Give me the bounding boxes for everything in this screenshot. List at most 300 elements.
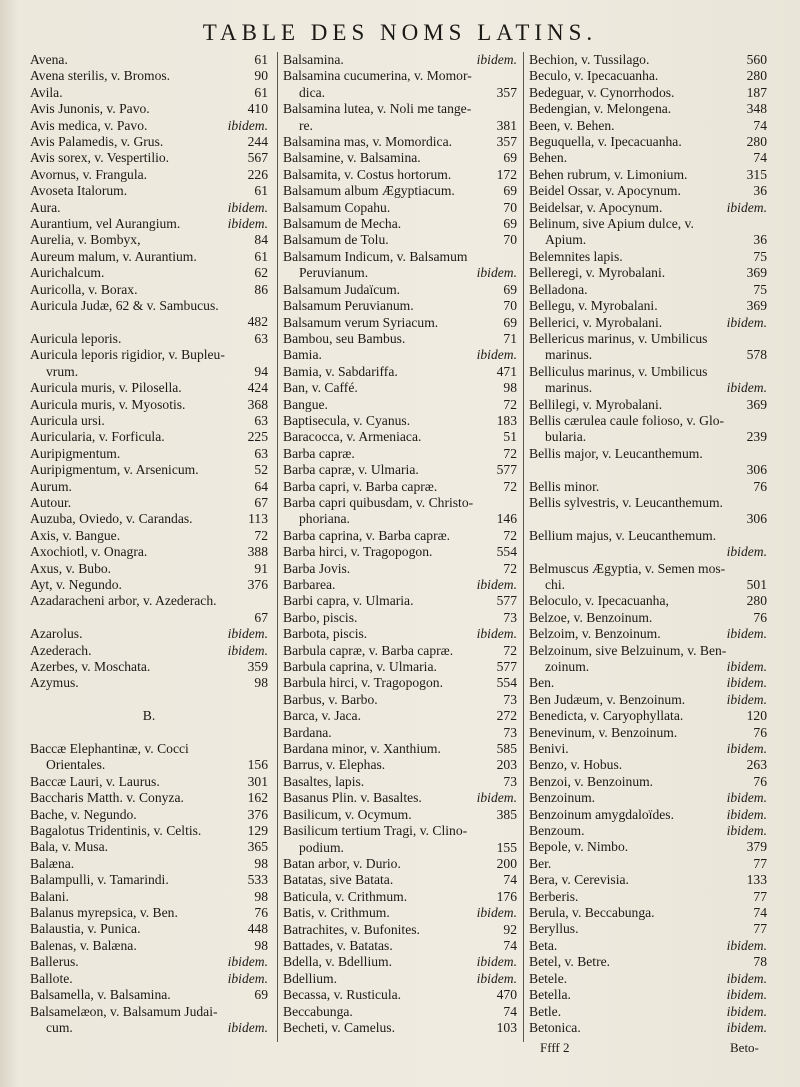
- index-entry: [529, 971, 767, 987]
- entry-name: Ben.: [529, 675, 555, 691]
- entry-name: Bala, v. Musa.: [30, 839, 109, 855]
- entry-name: Bedengian, v. Melongena.: [529, 101, 672, 117]
- index-entry: [30, 971, 268, 987]
- entry-page: 280: [746, 68, 767, 84]
- entry-name: Ballote.: [30, 970, 73, 986]
- entry-name: Bagalotus Tridentinis, v. Celtis.: [30, 823, 202, 839]
- entry-name: Barba capræ, v. Ulmaria.: [283, 462, 419, 478]
- entry-page: 244: [247, 134, 268, 150]
- index-entry: [529, 397, 767, 413]
- entry-page: ibidem.: [726, 823, 767, 839]
- index-entry: [529, 183, 767, 199]
- index-entry: [283, 823, 517, 856]
- entry-name: Auricula Judæ, 62 & v. Sambucus.: [30, 298, 219, 314]
- index-entry: [30, 544, 268, 560]
- entry-page: 482: [247, 314, 268, 330]
- index-entry: [283, 1020, 517, 1036]
- entry-name: Battades, v. Batatas.: [283, 937, 393, 953]
- entry-name: Belzoinum, sive Belzuinum, v. Ben-: [529, 642, 727, 658]
- entry-name: Benivi.: [529, 741, 569, 757]
- entry-page: 162: [247, 790, 268, 806]
- entry-name: Aureum malum, v. Aurantium.: [30, 248, 197, 264]
- entry-name: Auricula muris, v. Pilosella.: [30, 380, 182, 396]
- index-entry: [529, 200, 767, 216]
- entry-page: 69: [503, 183, 517, 199]
- entry-page: 76: [753, 478, 767, 494]
- entry-page: 369: [746, 298, 767, 314]
- index-entry: [529, 134, 767, 150]
- entry-page: 63: [254, 445, 268, 461]
- entry-page: ibidem.: [726, 987, 767, 1003]
- entry-name: Betella.: [529, 987, 571, 1003]
- entry-name: Batrachites, v. Bufonites.: [283, 921, 420, 937]
- index-column-1: [30, 52, 268, 1042]
- index-entry: [283, 954, 517, 970]
- entry-page: 74: [753, 150, 767, 166]
- index-entry: [30, 856, 268, 872]
- index-entry: [283, 413, 517, 429]
- index-entry: [283, 216, 517, 232]
- page-title: TABLE DES NOMS LATINS.: [202, 20, 598, 45]
- index-entry: [30, 150, 268, 166]
- entry-continuation: vrum.: [46, 363, 79, 379]
- entry-name: Barba hirci, v. Tragopogon.: [283, 544, 433, 560]
- entry-name: Azymus.: [30, 675, 79, 691]
- entry-page: 61: [254, 84, 268, 100]
- entry-page: 156: [247, 757, 268, 773]
- entry-name: Autour.: [30, 494, 72, 510]
- entry-page: ibidem.: [726, 937, 767, 953]
- entry-page: ibidem.: [227, 642, 268, 658]
- index-entry: [283, 643, 517, 659]
- entry-name: Batis, v. Crithmum.: [283, 905, 390, 921]
- index-entry: [30, 101, 268, 117]
- entry-page: 74: [503, 872, 517, 888]
- entry-name: Benzoinum.: [529, 790, 596, 806]
- index-entry: [529, 921, 767, 937]
- index-entry: [283, 298, 517, 314]
- index-entry: [529, 774, 767, 790]
- entry-page: ibidem.: [726, 790, 767, 806]
- entry-page: 69: [503, 281, 517, 297]
- entry-name: Behen rubrum, v. Limonium.: [529, 166, 688, 182]
- entry-page: 72: [503, 642, 517, 658]
- index-entry: [283, 561, 517, 577]
- entry-page: ibidem.: [726, 199, 767, 215]
- entry-page: 52: [254, 462, 268, 478]
- entry-page: ibidem.: [726, 970, 767, 986]
- index-entry: [283, 183, 517, 199]
- entry-page: 554: [496, 544, 517, 560]
- entry-name: Beculo, v. Ipecacuanha.: [529, 68, 659, 84]
- entry-name: Belzoim, v. Benzoinum.: [529, 626, 661, 642]
- entry-name: Balsamum Judaïcum.: [283, 281, 401, 297]
- column-rule: [523, 52, 524, 1042]
- index-entry: [529, 364, 767, 397]
- entry-page: 424: [247, 380, 268, 396]
- index-column-3: [529, 52, 767, 1042]
- index-entry: [30, 872, 268, 888]
- index-entry: [30, 134, 268, 150]
- entry-page: 113: [248, 511, 268, 527]
- entry-page: 200: [496, 855, 517, 871]
- entry-name: Beidel Ossar, v. Apocynum.: [529, 183, 681, 199]
- index-entry: [529, 741, 767, 757]
- entry-page: 92: [503, 921, 517, 937]
- index-entry: [529, 954, 767, 970]
- entry-page: 176: [496, 888, 517, 904]
- entry-page: 75: [753, 248, 767, 264]
- entry-name: Bellilegi, v. Myrobalani.: [529, 396, 663, 412]
- entry-name: Auricolla, v. Borax.: [30, 281, 138, 297]
- entry-name: Betonica.: [529, 1019, 581, 1035]
- entry-name: Bera, v. Cerevisia.: [529, 872, 629, 888]
- entry-page: 155: [496, 839, 517, 855]
- index-entry: [30, 479, 268, 495]
- entry-name: Auzuba, Oviedo, v. Carandas.: [30, 511, 193, 527]
- index-entry: [30, 315, 268, 331]
- index-entry: [30, 692, 268, 708]
- entry-page: 76: [753, 773, 767, 789]
- entry-name: Bellerici, v. Myrobalani.: [529, 314, 663, 330]
- entry-page: 368: [247, 396, 268, 412]
- index-entry: [529, 987, 767, 1003]
- entry-name: Barbota, piscis.: [283, 626, 368, 642]
- entry-name: Beloculo, v. Ipecacuanha,: [529, 593, 669, 609]
- index-entry: [30, 790, 268, 806]
- index-entry: [283, 380, 517, 396]
- entry-name: Belemnites lapis.: [529, 248, 623, 264]
- index-entry: [30, 265, 268, 281]
- index-entry: [283, 282, 517, 298]
- entry-name: Balsamum Copahu.: [283, 199, 391, 215]
- entry-page: 36: [753, 232, 767, 248]
- entry-name: Bellis cærulea caule folioso, v. Glo-: [529, 412, 725, 428]
- index-entry: [283, 331, 517, 347]
- entry-name: Betel, v. Betre.: [529, 954, 611, 970]
- entry-name: B.: [142, 708, 156, 724]
- entry-name: Aura.: [30, 199, 61, 215]
- entry-name: Benzoum.: [529, 823, 585, 839]
- index-column-2: [283, 52, 517, 1042]
- entry-page: 61: [254, 52, 268, 67]
- index-entry: [30, 643, 268, 659]
- entry-page: 348: [746, 101, 767, 117]
- entry-name: Balsamita, v. Costus hortorum.: [283, 166, 452, 182]
- entry-name: Barbula caprina, v. Ulmaria.: [283, 659, 437, 675]
- entry-name: Barbula capræ, v. Barba capræ.: [283, 642, 454, 658]
- entry-name: Bangue.: [283, 396, 328, 412]
- index-entry: [529, 331, 767, 364]
- entry-name: Benedicta, v. Caryophyllata.: [529, 708, 684, 724]
- entry-page: 376: [247, 576, 268, 592]
- index-entry: [529, 528, 767, 544]
- entry-page: 70: [503, 199, 517, 215]
- index-entry: [283, 922, 517, 938]
- entry-name: Balsamina mas, v. Momordica.: [283, 134, 453, 150]
- index-entry: [529, 118, 767, 134]
- entry-name: Ban, v. Caffé.: [283, 380, 358, 396]
- entry-page: 369: [746, 265, 767, 281]
- entry-name: Avis medica, v. Pavo.: [30, 117, 148, 133]
- entry-name: Balsamella, v. Balsamina.: [30, 987, 171, 1003]
- entry-page: 306: [746, 462, 767, 478]
- entry-page: 577: [496, 462, 517, 478]
- index-entry: [283, 872, 517, 888]
- entry-name: Baracocca, v. Armeniaca.: [283, 429, 422, 445]
- index-entry: [283, 593, 517, 609]
- entry-name: Betle.: [529, 1003, 562, 1019]
- entry-name: Benzoi, v. Benzoinum.: [529, 773, 654, 789]
- index-entry: [529, 479, 767, 495]
- entry-page: 78: [753, 954, 767, 970]
- index-entry: [529, 807, 767, 823]
- entry-name: Barba capri quibusdam, v. Christo-: [283, 494, 474, 510]
- index-entry: [283, 544, 517, 560]
- entry-name: Auricularia, v. Forficula.: [30, 429, 165, 445]
- entry-page: 75: [753, 281, 767, 297]
- entry-page: 577: [496, 659, 517, 675]
- index-entry: [283, 347, 517, 363]
- entry-page: 98: [254, 675, 268, 691]
- entry-name: Benzo, v. Hobus.: [529, 757, 623, 773]
- entry-name: Bambou, seu Bambus.: [283, 330, 406, 346]
- entry-continuation: bularia.: [545, 429, 587, 445]
- entry-name: Behen.: [529, 150, 568, 166]
- index-entry: [529, 511, 767, 527]
- entry-name: Ber.: [529, 855, 552, 871]
- entry-page: 77: [753, 921, 767, 937]
- index-entry: [529, 216, 767, 249]
- entry-continuation: Orientales.: [46, 757, 106, 773]
- entry-name: Balani.: [30, 888, 69, 904]
- entry-name: Bepole, v. Nimbo.: [529, 839, 629, 855]
- index-entry: [529, 298, 767, 314]
- entry-name: Betele.: [529, 970, 568, 986]
- entry-page: ibidem.: [726, 314, 767, 330]
- entry-page: 63: [254, 412, 268, 428]
- entry-page: 76: [254, 905, 268, 921]
- entry-name: Belinum, sive Apium dulce, v.: [529, 216, 694, 232]
- entry-name: Balsamum de Tolu.: [283, 232, 389, 248]
- entry-name: Belzoe, v. Benzoinum.: [529, 609, 653, 625]
- index-entry: [283, 856, 517, 872]
- index-entry: [283, 610, 517, 626]
- entry-page: 74: [753, 905, 767, 921]
- index-entry: [529, 757, 767, 773]
- entry-page: 357: [496, 134, 517, 150]
- entry-name: Avena sterilis, v. Bromos.: [30, 68, 171, 84]
- index-entry: [529, 167, 767, 183]
- entry-page: 84: [254, 232, 268, 248]
- entry-page: 86: [254, 281, 268, 297]
- entry-page: 301: [247, 773, 268, 789]
- entry-name: Belmuscus Ægyptia, v. Semen mos-: [529, 560, 726, 576]
- entry-page: 146: [496, 511, 517, 527]
- entry-name: Bellium majus, v. Leucanthemum.: [529, 527, 717, 543]
- entry-page: 70: [503, 298, 517, 314]
- entry-name: Bellegu, v. Myrobalani.: [529, 298, 658, 314]
- index-entry: [529, 692, 767, 708]
- entry-name: Baccæ Lauri, v. Laurus.: [30, 773, 160, 789]
- entry-name: Balsamelæon, v. Balsamum Judai-: [30, 1003, 218, 1019]
- entry-page: 70: [503, 232, 517, 248]
- entry-page: 225: [247, 429, 268, 445]
- index-entry: [283, 675, 517, 691]
- entry-page: ibidem.: [227, 199, 268, 215]
- index-entry: [529, 282, 767, 298]
- entry-page: 554: [496, 675, 517, 691]
- index-entry: [529, 823, 767, 839]
- entry-page: 585: [496, 741, 517, 757]
- entry-page: ibidem.: [476, 347, 517, 363]
- entry-page: 359: [247, 659, 268, 674]
- entry-name: Balanus myrepsica, v. Ben.: [30, 905, 178, 921]
- entry-page: 365: [247, 839, 268, 855]
- entry-name: Barca, v. Jaca.: [283, 708, 361, 724]
- index-entry: [283, 429, 517, 445]
- entry-name: Baccæ Elephantinæ, v. Cocci: [30, 741, 189, 756]
- column-rule: [277, 52, 278, 1042]
- entry-name: Bdellium.: [283, 970, 337, 986]
- entry-page: 73: [503, 691, 517, 707]
- entry-name: Basaltes, lapis.: [283, 773, 365, 789]
- entry-name: Barbo, piscis.: [283, 609, 358, 625]
- index-entry: [283, 659, 517, 675]
- index-entry: [30, 200, 268, 216]
- entry-name: Balsamine, v. Balsamina.: [283, 150, 421, 166]
- entry-continuation: cum.: [46, 1019, 73, 1035]
- index-entry: [283, 790, 517, 806]
- entry-page: 90: [254, 68, 268, 84]
- index-entry: [30, 52, 268, 68]
- entry-page: ibidem.: [476, 970, 517, 986]
- index-entry: [30, 954, 268, 970]
- index-entry: [283, 101, 517, 134]
- index-entry: [529, 643, 767, 676]
- entry-name: Balsamina cucumerina, v. Momor-: [283, 68, 472, 84]
- entry-continuation: Apium.: [545, 232, 587, 248]
- index-entry: [283, 364, 517, 380]
- entry-name: Bechion, v. Tussilago.: [529, 52, 650, 67]
- entry-page: 560: [746, 52, 767, 67]
- entry-page: 470: [496, 987, 517, 1003]
- entry-name: Basilicum, v. Ocymum.: [283, 806, 412, 822]
- index-entry: [30, 675, 268, 691]
- entry-name: Bellericus marinus, v. Umbilicus: [529, 330, 708, 346]
- entry-page: 74: [503, 1003, 517, 1019]
- entry-page: ibidem.: [227, 216, 268, 232]
- entry-page: 76: [753, 724, 767, 740]
- entry-name: Barba Jovis.: [283, 560, 351, 576]
- entry-continuation: podium.: [299, 839, 344, 855]
- entry-page: 94: [254, 363, 268, 379]
- index-entry: [283, 577, 517, 593]
- index-entry: [529, 544, 767, 560]
- index-entry: [30, 889, 268, 905]
- entry-page: 357: [496, 84, 517, 100]
- entry-name: Bardana minor, v. Xanthium.: [283, 741, 441, 757]
- entry-name: Barbi capra, v. Ulmaria.: [283, 593, 414, 609]
- entry-page: 69: [503, 150, 517, 166]
- entry-name: Aurum.: [30, 478, 72, 494]
- entry-name: Becassa, v. Rusticula.: [283, 987, 402, 1003]
- index-entry: [30, 708, 268, 724]
- entry-continuation: chi.: [545, 576, 566, 592]
- index-entry: [283, 725, 517, 741]
- index-entry: [30, 282, 268, 298]
- index-entry: [30, 495, 268, 511]
- index-entry: [283, 249, 517, 282]
- entry-page: 369: [746, 396, 767, 412]
- entry-page: 272: [496, 708, 517, 724]
- entry-name: Bellis minor.: [529, 478, 600, 494]
- index-entry: [283, 708, 517, 724]
- index-entry: [30, 807, 268, 823]
- entry-page: 98: [254, 937, 268, 953]
- entry-name: Berberis.: [529, 888, 579, 904]
- entry-name: Batan arbor, v. Durio.: [283, 855, 401, 871]
- index-entry: [30, 167, 268, 183]
- index-entry: [30, 413, 268, 429]
- index-entry: [283, 692, 517, 708]
- entry-name: Barba caprina, v. Barba capræ.: [283, 527, 451, 543]
- index-entry: [283, 167, 517, 183]
- entry-name: Balsamum Peruvianum.: [283, 298, 414, 314]
- entry-name: Balsamum album Ægyptiacum.: [283, 183, 455, 199]
- entry-name: Belliculus marinus, v. Umbilicus: [529, 363, 708, 379]
- entry-page: ibidem.: [227, 1019, 268, 1035]
- entry-page: 71: [503, 330, 517, 346]
- index-entry: [529, 68, 767, 84]
- index-entry: [529, 593, 767, 609]
- entry-name: Bellis major, v. Leucanthemum.: [529, 445, 703, 461]
- entry-page: 61: [254, 248, 268, 264]
- entry-name: Bardana.: [283, 724, 332, 740]
- entry-name: Barba capræ.: [283, 445, 355, 461]
- entry-page: 69: [254, 987, 268, 1003]
- entry-name: Azadaracheni arbor, v. Azederach.: [30, 593, 217, 609]
- index-entry: [529, 872, 767, 888]
- entry-name: Aurichalcum.: [30, 265, 105, 281]
- entry-name: Balsamina.: [283, 52, 344, 67]
- index-entry: [30, 331, 268, 347]
- entry-page: 280: [746, 593, 767, 609]
- entry-page: 578: [746, 347, 767, 363]
- index-entry: [283, 807, 517, 823]
- entry-name: Axus, v. Bubo.: [30, 560, 112, 576]
- entry-name: Batatas, sive Batata.: [283, 872, 394, 888]
- index-entry: [30, 397, 268, 413]
- entry-page: 72: [503, 560, 517, 576]
- entry-name: Balenas, v. Balæna.: [30, 937, 137, 953]
- entry-name: Benzoinum amygdaloïdes.: [529, 806, 674, 822]
- entry-name: Been, v. Behen.: [529, 117, 615, 133]
- index-entry: [283, 741, 517, 757]
- entry-page: ibidem.: [726, 1003, 767, 1019]
- entry-continuation: marinus.: [545, 380, 593, 396]
- entry-page: 263: [746, 757, 767, 773]
- entry-name: Beryllus.: [529, 921, 579, 937]
- entry-continuation: zoinum.: [545, 658, 590, 674]
- entry-page: 72: [503, 445, 517, 461]
- entry-name: Barbula hirci, v. Tragopogon.: [283, 675, 443, 691]
- index-entry: [283, 757, 517, 773]
- entry-page: 67: [254, 494, 268, 510]
- entry-page: ibidem.: [726, 1019, 767, 1035]
- index-entry: [529, 315, 767, 331]
- entry-page: 69: [503, 216, 517, 232]
